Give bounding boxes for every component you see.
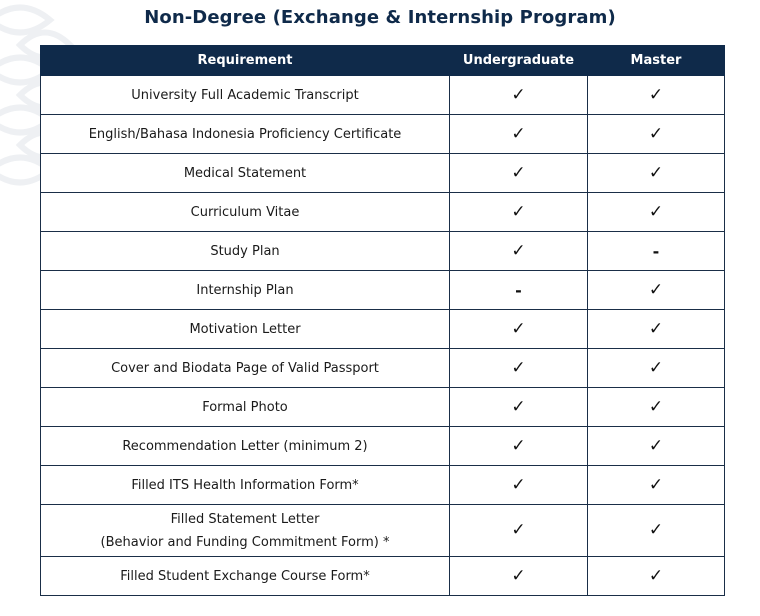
table-header-row — [41, 46, 725, 76]
master-cell — [588, 466, 725, 505]
table-row — [41, 115, 725, 154]
requirement-cell — [41, 505, 450, 557]
master-cell — [588, 505, 725, 557]
table-row — [41, 310, 725, 349]
checkmark-icon: ✓ — [648, 396, 664, 417]
table-row — [41, 193, 725, 232]
undergraduate-cell — [450, 427, 588, 466]
requirement-cell: Curriculum Vitae — [41, 193, 450, 232]
checkmark-icon: ✓ — [511, 357, 526, 378]
checkmark-icon: ✓ — [511, 435, 526, 456]
checkmark-icon: ✓ — [648, 162, 664, 183]
undergraduate-cell — [450, 557, 588, 596]
table-row — [41, 388, 725, 427]
table-row — [41, 154, 725, 193]
page-title: Non-Degree (Exchange & Internship Program) — [144, 7, 616, 28]
master-cell — [588, 557, 725, 596]
requirement-cell: University Full Academic Transcript — [41, 76, 450, 115]
header-master: Master — [588, 46, 725, 76]
requirement-cell: Internship Plan — [41, 271, 450, 310]
table-row — [41, 505, 725, 557]
checkmark-icon: ✓ — [511, 162, 526, 183]
checkmark-icon: ✓ — [648, 84, 664, 105]
checkmark-icon: ✓ — [648, 435, 664, 456]
master-cell — [588, 349, 725, 388]
table-row — [41, 466, 725, 505]
undergraduate-cell — [450, 115, 588, 154]
table-row — [41, 271, 725, 310]
checkmark-icon: ✓ — [511, 474, 526, 495]
table-row — [41, 232, 725, 271]
checkmark-icon: ✓ — [648, 201, 664, 222]
table-row — [41, 76, 725, 115]
undergraduate-cell — [450, 193, 588, 232]
checkmark-icon: ✓ — [648, 123, 664, 144]
master-cell — [588, 76, 725, 115]
requirement-cell: Study Plan — [41, 232, 450, 271]
checkmark-icon: ✓ — [511, 318, 526, 339]
undergraduate-cell — [450, 388, 588, 427]
checkmark-icon: ✓ — [648, 474, 664, 495]
undergraduate-cell — [450, 271, 588, 310]
checkmark-icon: ✓ — [511, 84, 526, 105]
table-row — [41, 427, 725, 466]
table-row — [41, 349, 725, 388]
checkmark-icon: ✓ — [511, 396, 526, 417]
master-cell — [588, 115, 725, 154]
checkmark-icon: ✓ — [648, 565, 664, 586]
header-requirement: Requirement — [41, 46, 450, 76]
requirement-cell: Filled Student Exchange Course Form* — [41, 557, 450, 596]
requirement-cell: English/Bahasa Indonesia Proficiency Certificate — [41, 115, 450, 154]
requirement-cell: Medical Statement — [41, 154, 450, 193]
requirement-line: Filled Statement Letter — [170, 511, 320, 527]
undergraduate-cell — [450, 76, 588, 115]
undergraduate-cell — [450, 310, 588, 349]
checkmark-icon: ✓ — [648, 520, 664, 540]
checkmark-icon: ✓ — [648, 279, 664, 300]
undergraduate-cell — [450, 349, 588, 388]
table-row — [41, 557, 725, 596]
checkmark-icon: ✓ — [511, 201, 526, 222]
header-undergraduate: Undergraduate — [450, 46, 588, 76]
requirements-table — [40, 45, 725, 596]
undergraduate-cell — [450, 505, 588, 557]
master-cell — [588, 232, 725, 271]
undergraduate-cell — [450, 466, 588, 505]
requirement-cell: Recommendation Letter (minimum 2) — [41, 427, 450, 466]
requirement-cell: Formal Photo — [41, 388, 450, 427]
checkmark-icon: ✓ — [511, 240, 526, 261]
checkmark-icon: ✓ — [648, 318, 664, 339]
undergraduate-cell — [450, 232, 588, 271]
checkmark-icon: ✓ — [511, 123, 526, 144]
dash-icon: - — [515, 280, 522, 300]
master-cell — [588, 193, 725, 232]
requirement-cell: Motivation Letter — [41, 310, 450, 349]
requirement-line: (Behavior and Funding Commitment Form) * — [100, 534, 390, 550]
master-cell — [588, 388, 725, 427]
requirement-cell: Cover and Biodata Page of Valid Passport — [41, 349, 450, 388]
master-cell — [588, 310, 725, 349]
checkmark-icon: ✓ — [648, 357, 664, 378]
checkmark-icon: ✓ — [511, 520, 526, 540]
requirement-cell: Filled ITS Health Information Form* — [41, 466, 450, 505]
checkmark-icon: ✓ — [511, 565, 526, 586]
dash-icon: - — [652, 241, 660, 261]
undergraduate-cell — [450, 154, 588, 193]
master-cell — [588, 427, 725, 466]
master-cell — [588, 271, 725, 310]
master-cell — [588, 154, 725, 193]
